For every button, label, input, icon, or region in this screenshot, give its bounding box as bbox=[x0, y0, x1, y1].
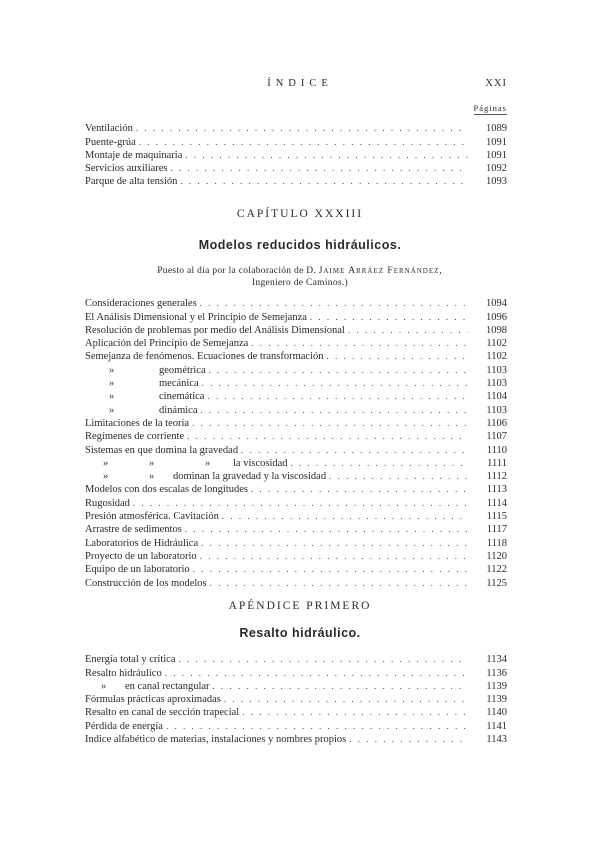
ditto-mark: » bbox=[109, 364, 115, 376]
toc-entry bbox=[85, 680, 507, 693]
toc-entry-label: Indice alfabético de materias, instalaciones y nombres propios bbox=[85, 734, 347, 746]
toc-entry-page: 1113 bbox=[486, 484, 507, 496]
toc-entry-label: Resolución de problemas por medio del Análisis Dimensional bbox=[85, 324, 345, 336]
toc-entry-page: 1091 bbox=[486, 136, 507, 148]
toc-entry-label: en canal rectangular bbox=[125, 680, 210, 692]
toc-entry-label: Fórmulas prácticas aproximadas bbox=[85, 694, 221, 706]
toc-entry-page: 1143 bbox=[486, 734, 507, 746]
note-prefix: Puesto al día por la colaboración de D. bbox=[157, 266, 317, 276]
note-line2: Ingeniero de Caminos.) bbox=[251, 278, 349, 288]
toc-entry bbox=[85, 510, 507, 523]
leader-dots bbox=[178, 653, 468, 666]
toc-entry-page: 1136 bbox=[486, 667, 507, 679]
toc-entry-page: 1104 bbox=[486, 391, 507, 403]
toc-entry-page: 1103 bbox=[486, 404, 507, 416]
toc-entry-label: Pérdida de energía bbox=[85, 720, 163, 732]
toc-entry-label: Modelos con dos escalas de longitudes bbox=[85, 484, 249, 496]
toc-entry-page: 1096 bbox=[486, 311, 507, 323]
toc-entry-page: 1107 bbox=[486, 431, 507, 443]
toc-entry-page: 1125 bbox=[486, 577, 507, 589]
toc-entry bbox=[85, 523, 507, 536]
leader-dots bbox=[310, 311, 468, 324]
toc-list-section-c bbox=[85, 653, 507, 746]
ditto-mark: » bbox=[109, 404, 115, 416]
toc-entry-page: 1112 bbox=[486, 471, 507, 483]
toc-entry-page: 1103 bbox=[486, 378, 507, 390]
toc-entry bbox=[85, 337, 507, 350]
leader-dots bbox=[200, 297, 468, 310]
running-header-title: ÍNDICE bbox=[267, 78, 333, 89]
leader-dots bbox=[210, 577, 468, 590]
toc-entry-label: Consideraciones generales bbox=[85, 298, 197, 310]
leader-dots bbox=[213, 680, 468, 693]
leader-dots bbox=[187, 430, 468, 443]
toc-entry-page: 1139 bbox=[486, 694, 507, 706]
toc-entry-page: 1110 bbox=[486, 444, 507, 456]
toc-entry bbox=[85, 162, 507, 175]
leader-dots bbox=[193, 563, 468, 576]
toc-entry-page: 1091 bbox=[486, 149, 507, 161]
toc-entry bbox=[85, 417, 507, 430]
toc-entry bbox=[85, 706, 507, 719]
toc-entry-label: Parque de alta tensión bbox=[85, 176, 178, 188]
toc-entry-label: Limitaciones de la teoría bbox=[85, 417, 190, 429]
ditto-mark: » bbox=[149, 457, 155, 469]
toc-entry-label: la viscosidad bbox=[233, 457, 288, 469]
toc-entry-label: Equipo de un laboratorio bbox=[85, 564, 190, 576]
toc-entry-page: 1117 bbox=[486, 524, 507, 536]
ditto-mark: » bbox=[109, 391, 115, 403]
leader-dots bbox=[200, 404, 468, 417]
leader-dots bbox=[291, 457, 468, 470]
toc-entry bbox=[85, 457, 507, 470]
leader-dots bbox=[133, 497, 468, 510]
toc-entry-page: 1141 bbox=[486, 720, 507, 732]
toc-entry bbox=[85, 324, 507, 337]
toc-entry-label: Sistemas en que domina la gravedad bbox=[85, 444, 239, 456]
collaboration-note bbox=[0, 265, 600, 289]
toc-entry-page: 1120 bbox=[486, 550, 507, 562]
toc-entry bbox=[85, 550, 507, 563]
toc-entry-label: Rugosidad bbox=[85, 497, 130, 509]
toc-entry-page: 1092 bbox=[486, 163, 507, 175]
toc-entry bbox=[85, 403, 507, 416]
toc-entry bbox=[85, 310, 507, 323]
toc-entry bbox=[85, 653, 507, 666]
toc-entry-label: Proyecto de un laboratorio bbox=[85, 550, 197, 562]
toc-entry-page: 1089 bbox=[486, 123, 507, 135]
toc-entry bbox=[85, 377, 507, 390]
toc-entry-page: 1134 bbox=[486, 654, 507, 666]
toc-entry bbox=[85, 350, 507, 363]
note-author: Jaime Arráez Fernández, bbox=[318, 266, 443, 276]
leader-dots bbox=[136, 122, 468, 135]
toc-entry bbox=[85, 149, 507, 162]
leader-dots bbox=[242, 706, 468, 719]
leader-dots bbox=[224, 693, 468, 706]
toc-entry-page: 1103 bbox=[486, 364, 507, 376]
toc-entry-label: dominan la gravedad y la viscosidad bbox=[173, 471, 327, 483]
toc-entry-label: Semejanza de fenómenos. Ecuaciones de transformación bbox=[85, 351, 324, 363]
toc-entry-page: 1094 bbox=[486, 298, 507, 310]
toc-entry-label: Energía total y crítica bbox=[85, 654, 176, 666]
ditto-mark: » bbox=[149, 471, 155, 483]
toc-entry bbox=[85, 733, 507, 746]
leader-dots bbox=[251, 337, 468, 350]
toc-entry bbox=[85, 363, 507, 376]
leader-dots bbox=[139, 136, 468, 149]
appendix-heading: APÉNDICE PRIMERO bbox=[228, 600, 372, 612]
toc-entry-page: 1098 bbox=[486, 324, 507, 336]
leader-dots bbox=[171, 162, 468, 175]
leader-dots bbox=[185, 523, 468, 536]
leader-dots bbox=[201, 537, 468, 550]
toc-entry-page: 1093 bbox=[486, 176, 507, 188]
leader-dots bbox=[241, 444, 468, 457]
ditto-mark: » bbox=[103, 457, 109, 469]
toc-entry bbox=[85, 470, 507, 483]
leader-dots bbox=[209, 364, 468, 377]
toc-entry bbox=[85, 175, 507, 188]
toc-entry-label: Servicios auxiliares bbox=[85, 163, 168, 175]
leader-dots bbox=[202, 377, 468, 390]
toc-entry-label: Regímenes de corriente bbox=[85, 431, 185, 443]
toc-entry bbox=[85, 719, 507, 732]
leader-dots bbox=[349, 733, 468, 746]
toc-entry-label: Aplicación del Principio de Semejanza bbox=[85, 338, 249, 350]
toc-entry bbox=[85, 563, 507, 576]
toc-entry-page: 1114 bbox=[486, 497, 507, 509]
toc-entry bbox=[85, 135, 507, 148]
toc-entry bbox=[85, 496, 507, 509]
toc-entry bbox=[85, 430, 507, 443]
toc-list-section-a bbox=[85, 122, 507, 188]
ditto-mark: » bbox=[109, 378, 115, 390]
leader-dots bbox=[348, 324, 468, 337]
toc-entry bbox=[85, 297, 507, 310]
leader-dots bbox=[222, 510, 468, 523]
leader-dots bbox=[165, 667, 468, 680]
chapter-title: Modelos reducidos hidráulicos. bbox=[198, 238, 402, 252]
leader-dots bbox=[166, 720, 468, 733]
toc-entry-label: Presión atmosférica. Cavitación bbox=[85, 511, 219, 523]
toc-entry-label: geométrica bbox=[159, 364, 206, 376]
toc-entry-page: 1106 bbox=[486, 417, 507, 429]
leader-dots bbox=[192, 417, 468, 430]
toc-entry-label: cinemática bbox=[159, 391, 205, 403]
toc-entry-page: 1122 bbox=[486, 564, 507, 576]
ditto-mark: » bbox=[205, 457, 211, 469]
leader-dots bbox=[185, 149, 468, 162]
chapter-heading: CAPÍTULO XXXIII bbox=[236, 208, 364, 220]
toc-entry-label: Resalto hidráulico bbox=[85, 667, 162, 679]
toc-entry-label: Ventilación bbox=[85, 123, 133, 135]
toc-entry bbox=[85, 390, 507, 403]
toc-entry-page: 1102 bbox=[486, 351, 507, 363]
ditto-mark: » bbox=[101, 680, 107, 692]
toc-entry bbox=[85, 536, 507, 549]
ditto-mark: » bbox=[103, 471, 109, 483]
toc-entry-label: mecánica bbox=[159, 378, 199, 390]
leader-dots bbox=[180, 175, 468, 188]
leader-dots bbox=[329, 470, 468, 483]
toc-entry-page: 1115 bbox=[486, 511, 507, 523]
toc-entry-label: Laboratorios de Hidráulica bbox=[85, 537, 199, 549]
paginas-column-label: Páginas bbox=[473, 103, 507, 113]
toc-entry-label: Construcción de los modelos bbox=[85, 577, 207, 589]
toc-entry-page: 1111 bbox=[487, 457, 507, 469]
toc-entry bbox=[85, 693, 507, 706]
toc-entry-label: Resalto en canal de sección trapecial bbox=[85, 707, 240, 719]
toc-entry bbox=[85, 122, 507, 135]
toc-entry-page: 1140 bbox=[486, 707, 507, 719]
toc-entry bbox=[85, 576, 507, 589]
toc-entry bbox=[85, 483, 507, 496]
toc-entry-label: Arrastre de sedimentos bbox=[85, 524, 182, 536]
toc-entry-label: dinámica bbox=[159, 404, 198, 416]
toc-list-section-b bbox=[85, 297, 507, 590]
leader-dots bbox=[200, 550, 468, 563]
toc-entry-page: 1139 bbox=[486, 680, 507, 692]
leader-dots bbox=[251, 483, 468, 496]
toc-entry-page: 1102 bbox=[486, 338, 507, 350]
toc-entry-label: El Análisis Dimensional y el Principio de Semejanza bbox=[85, 311, 307, 323]
running-header-page-number: XXI bbox=[485, 78, 507, 89]
leader-dots bbox=[207, 390, 468, 403]
appendix-title: Resalto hidráulico. bbox=[239, 626, 361, 640]
leader-dots bbox=[327, 350, 469, 363]
toc-entry-label: Montaje de maquinaria bbox=[85, 149, 183, 161]
toc-entry bbox=[85, 443, 507, 456]
toc-entry-page: 1118 bbox=[486, 537, 507, 549]
toc-entry-label: Puente-grúa bbox=[85, 136, 136, 148]
toc-entry bbox=[85, 666, 507, 679]
